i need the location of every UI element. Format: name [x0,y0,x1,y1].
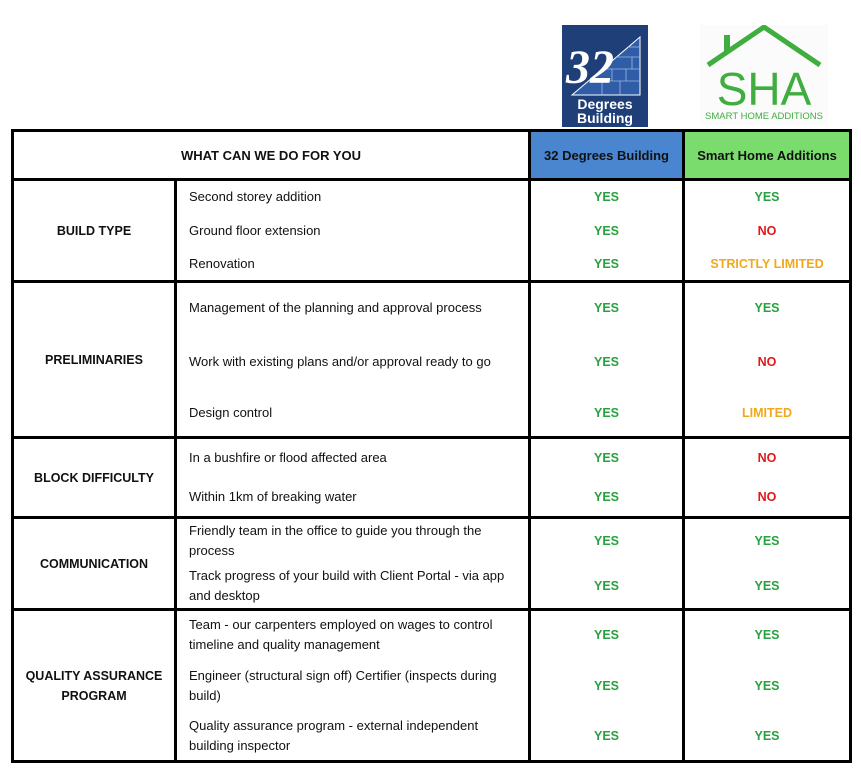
value-32-degrees: YES [530,334,684,390]
feature-label: Friendly team in the office to guide you through the process [176,518,530,564]
value-32-degrees: YES [530,660,684,712]
sha-logo-letters: SHA [716,63,812,115]
value-sha: YES [684,518,851,564]
table-row [13,180,851,214]
value-32-degrees: YES [530,438,684,478]
header-smart-home-additions: Smart Home Additions [684,131,851,180]
value-sha: STRICTLY LIMITED [684,248,851,282]
value-sha: NO [684,214,851,248]
category-block-difficulty: BLOCK DIFFICULTY [13,438,176,518]
feature-label: Team - our carpenters employed on wages to control timeline and quality management [176,610,530,660]
comparison-body [13,180,851,762]
feature-label: Management of the planning and approval process [176,282,530,334]
value-sha: NO [684,478,851,518]
category-build-type: BUILD TYPE [13,180,176,282]
table-row [13,282,851,334]
value-32-degrees: YES [530,282,684,334]
feature-label: Design control [176,390,530,438]
table-header-row [13,131,851,180]
feature-label: Track progress of your build with Client Portal - via app and desktop [176,564,530,610]
value-32-degrees: YES [530,712,684,762]
category-quality-assurance: QUALITY ASSURANCE PROGRAM [13,610,176,762]
value-sha: YES [684,660,851,712]
value-sha: LIMITED [684,390,851,438]
value-32-degrees: YES [530,180,684,214]
table-row [13,438,851,478]
degrees-logo-line2: Building [577,110,633,126]
degrees-logo-number: 32 [566,41,614,94]
value-32-degrees: YES [530,564,684,610]
comparison-table [11,129,852,763]
value-sha: YES [684,180,851,214]
feature-label: Work with existing plans and/or approval ready to go [176,334,530,390]
value-sha: YES [684,610,851,660]
value-sha: NO [684,438,851,478]
value-32-degrees: YES [530,478,684,518]
value-sha: YES [684,712,851,762]
feature-label: Within 1km of breaking water [176,478,530,518]
feature-label: Ground floor extension [176,214,530,248]
feature-label: Quality assurance program - external independent building inspector [176,712,530,762]
value-sha: YES [684,564,851,610]
header-32-degrees: 32 Degrees Building [530,131,684,180]
value-32-degrees: YES [530,248,684,282]
smart-home-additions-logo [700,25,828,125]
value-sha: NO [684,334,851,390]
table-row [13,610,851,660]
degrees-logo-line1: Degrees [577,96,633,112]
value-sha: YES [684,282,851,334]
sha-logo-tagline: SMART HOME ADDITIONS [705,111,823,122]
degrees-building-logo [562,25,648,127]
feature-label: Renovation [176,248,530,282]
value-32-degrees: YES [530,518,684,564]
value-32-degrees: YES [530,610,684,660]
feature-label: In a bushfire or flood affected area [176,438,530,478]
feature-label: Second storey addition [176,180,530,214]
table-row [13,518,851,564]
header-what-we-do: WHAT CAN WE DO FOR YOU [13,131,530,180]
category-preliminaries: PRELIMINARIES [13,282,176,438]
category-communication: COMMUNICATION [13,518,176,610]
value-32-degrees: YES [530,390,684,438]
feature-label: Engineer (structural sign off) Certifier (inspects during build) [176,660,530,712]
value-32-degrees: YES [530,214,684,248]
